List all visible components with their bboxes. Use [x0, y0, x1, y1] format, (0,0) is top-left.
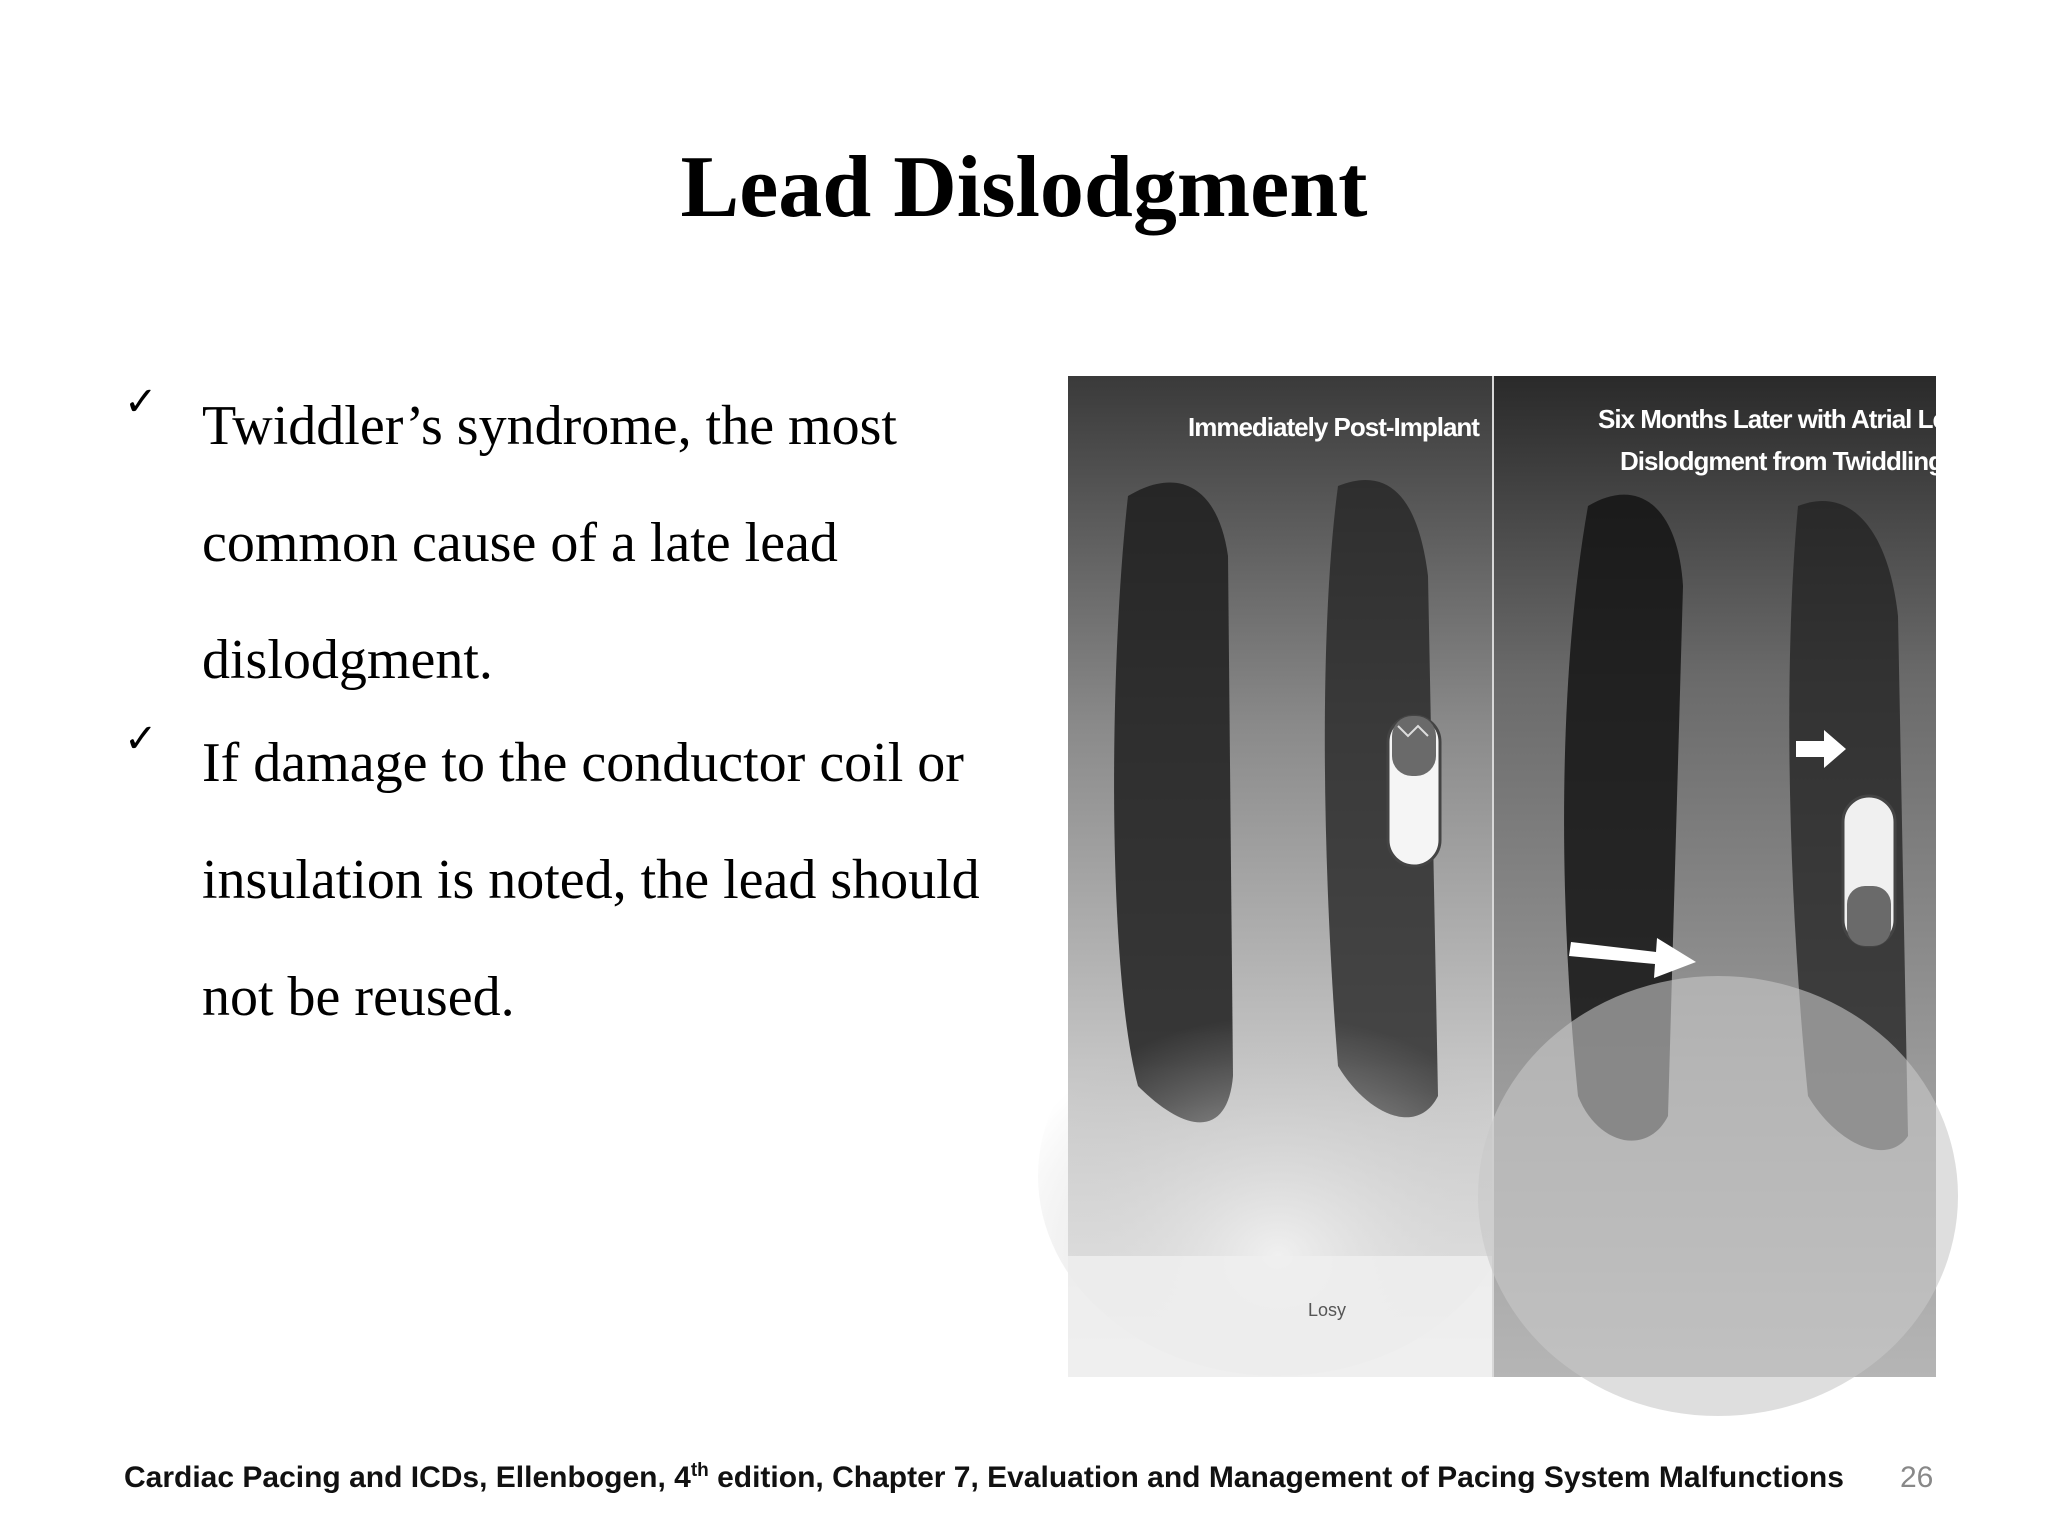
citation-superscript: th: [690, 1460, 709, 1481]
citation-text-continued: edition, Chapter 7, Evaluation and Management of Pacing System Malfunctions: [708, 1461, 1844, 1494]
svg-text:Six Months Later with Atrial L: Six Months Later with Atrial Lead: [1598, 404, 1975, 434]
citation-text: Cardiac Pacing and ICDs, Ellenbogen, 4: [124, 1461, 691, 1494]
bullet-item: [120, 705, 1020, 1056]
bullet-list: [120, 379, 1020, 1060]
checkmark-icon: ✓: [124, 716, 158, 762]
bullet-item: [120, 368, 1020, 719]
svg-text:Dislodgment from Twiddling: Dislodgment from Twiddling: [1620, 446, 1944, 476]
pacemaker-device-left: [1388, 716, 1440, 866]
bullet-text: Twiddler’s syndrome, the most common cause of a late lead dislodgment.: [202, 395, 897, 691]
pacemaker-device-right: [1843, 796, 1895, 946]
page-number: 26: [1900, 1461, 1934, 1494]
chest-xray-comparison-image: [1068, 376, 1975, 1377]
xray-right-panel: [1478, 376, 1974, 1416]
bullet-text: If damage to the conductor coil or insulation is noted, the lead should not be reused.: [202, 732, 980, 1028]
citation-footer: [124, 1458, 1844, 1498]
checkmark-icon: ✓: [124, 379, 158, 425]
slide-title: Lead Dislodgment: [680, 139, 1368, 236]
svg-text:Immediately Post-Implant: Immediately Post-Implant: [1188, 412, 1479, 442]
svg-text:Losy: Losy: [1308, 1300, 1347, 1320]
xray-left-panel: [1038, 376, 1518, 1377]
